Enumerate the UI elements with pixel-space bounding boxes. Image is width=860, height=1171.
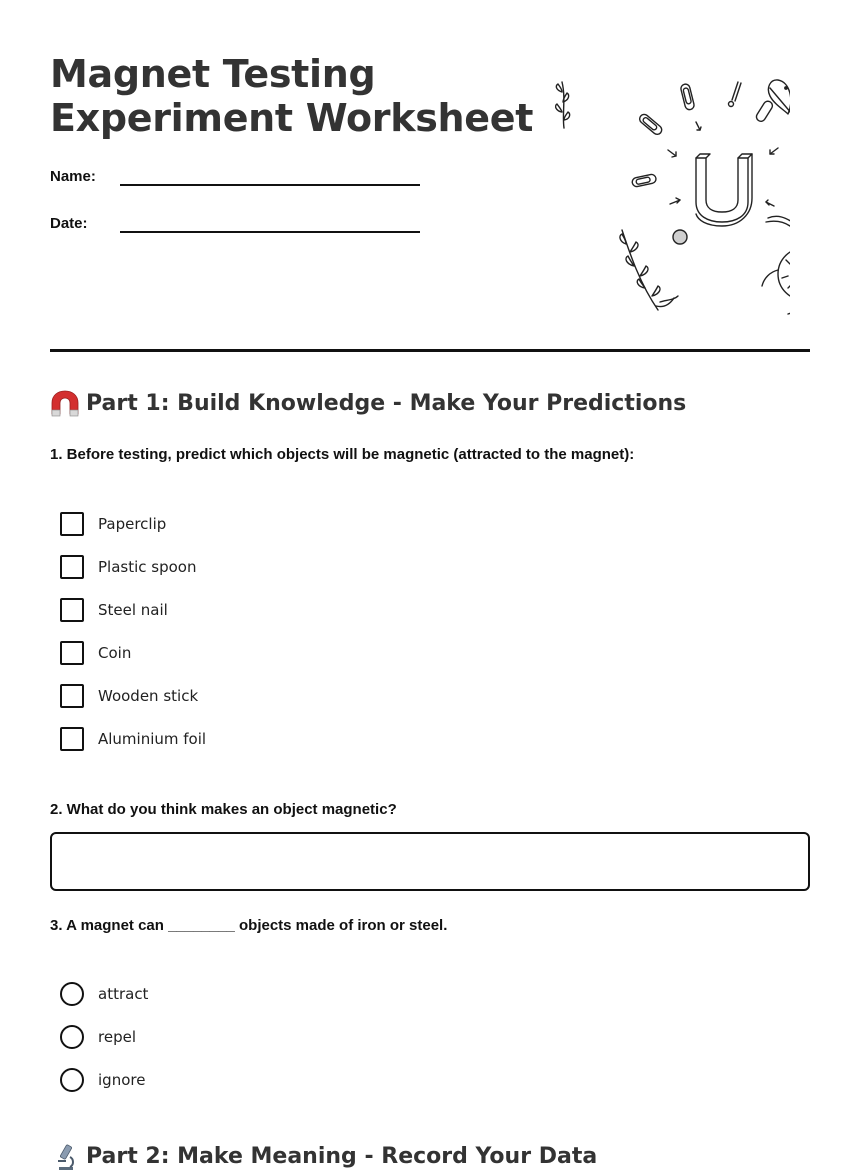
name-label: Name: — [50, 168, 96, 185]
repel-radio[interactable] — [60, 1025, 84, 1049]
option-label: Steel nail — [98, 601, 168, 619]
ignore-radio[interactable] — [60, 1068, 84, 1092]
date-input-line[interactable] — [120, 231, 420, 233]
sprig-icon — [556, 82, 570, 128]
q2-answer-input[interactable] — [50, 832, 810, 891]
plastic-spoon-checkbox[interactable] — [60, 555, 84, 579]
nail-icon — [729, 82, 742, 107]
title-line-1: Magnet Testing — [50, 52, 376, 96]
option-label: attract — [98, 985, 149, 1003]
header-divider — [50, 349, 810, 352]
part2-heading-text: Part 2: Make Meaning - Record Your Data — [86, 1144, 598, 1169]
option-label: ignore — [98, 1071, 146, 1089]
q1-text: 1. Before testing, predict which objects will be magnetic (attracted to the magnet): — [50, 446, 635, 463]
u-magnet-icon — [696, 154, 752, 226]
part1-heading — [50, 390, 686, 418]
option-label: Wooden stick — [98, 687, 199, 705]
arrow-icon — [668, 122, 790, 226]
wooden-stick-checkbox[interactable] — [60, 684, 84, 708]
fern-icon — [620, 230, 678, 310]
option-label: Paperclip — [98, 515, 167, 533]
page-title — [50, 52, 533, 140]
attract-radio[interactable] — [60, 982, 84, 1006]
coin-checkbox[interactable] — [60, 641, 84, 665]
magnet-icon — [50, 390, 80, 418]
microscope-icon — [50, 1143, 80, 1171]
paperclip-icon — [638, 113, 664, 137]
aluminium-foil-checkbox[interactable] — [60, 727, 84, 751]
q3-text: 3. A magnet can ________ objects made of iron or steel. — [50, 917, 448, 934]
name-field — [50, 162, 420, 192]
paperclip-icon — [631, 174, 656, 188]
option-label: Plastic spoon — [98, 558, 197, 576]
paperclip-checkbox[interactable] — [60, 512, 84, 536]
date-field — [50, 209, 420, 239]
name-input-line[interactable] — [120, 184, 420, 186]
date-label: Date: — [50, 215, 88, 232]
worksheet-page — [50, 0, 810, 1169]
steel-nail-checkbox[interactable] — [60, 598, 84, 622]
option-label: Coin — [98, 644, 132, 662]
part1-heading-text: Part 1: Build Knowledge - Make Your Predictions — [86, 391, 687, 416]
paperclip-icon — [680, 83, 695, 110]
part2-heading — [50, 1143, 597, 1171]
q2-text: 2. What do you think makes an object magnetic? — [50, 801, 397, 818]
title-line-2: Experiment Worksheet — [50, 96, 534, 140]
fluffy-kiwi-icon — [762, 248, 790, 314]
magnet-objects-illustration — [550, 74, 790, 322]
option-label: Aluminium foil — [98, 730, 207, 748]
option-label: repel — [98, 1028, 136, 1046]
coin-icon — [673, 230, 687, 244]
capsule-icon — [755, 100, 774, 123]
